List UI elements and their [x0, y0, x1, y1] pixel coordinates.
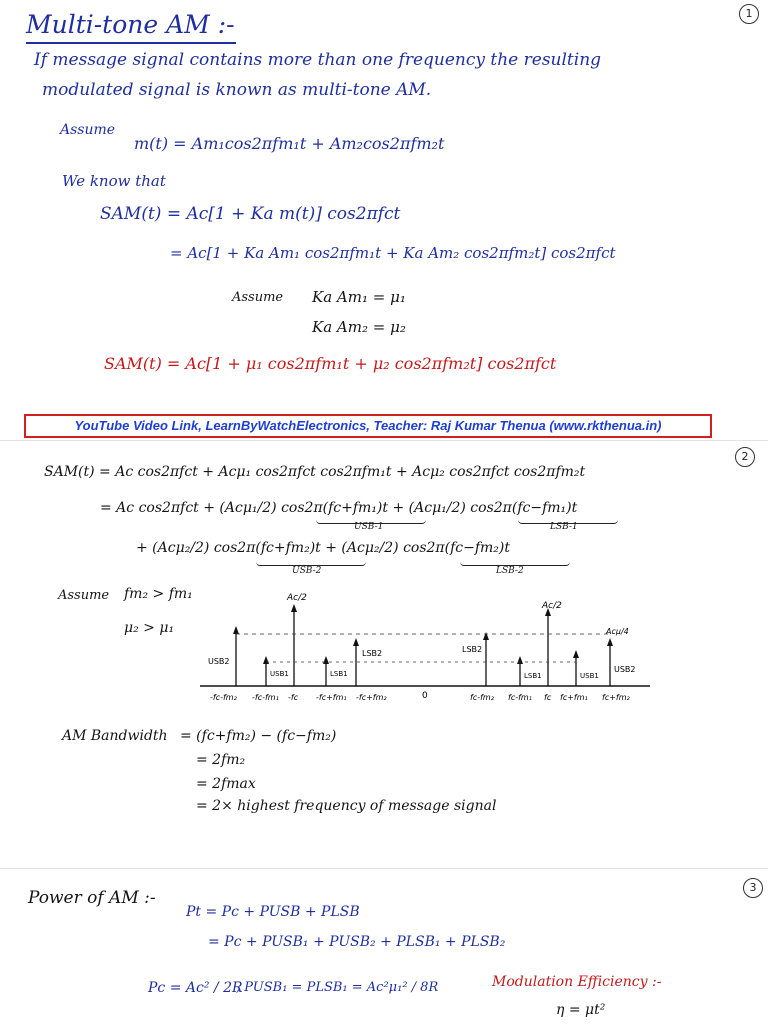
efficiency-title: Modulation Efficiency :- — [492, 974, 662, 990]
label-pos-usb1: USB1 — [580, 672, 599, 680]
expansion-eq-3: + (Acμ₂/2) cos2π(fc+fm₂)t + (Acμ₂/2) cos2π(fc−fm₂)t — [136, 540, 511, 556]
we-know-label: We know that — [62, 172, 166, 190]
arrow-neg-lsb1 — [323, 656, 329, 664]
assume-label-1: Assume — [60, 122, 116, 138]
arrow-pos-lsb2 — [483, 632, 489, 640]
tick-pos-4: fc+fm₁ — [560, 693, 588, 702]
bandwidth-eq-1: = (fc+fm₂) − (fc−fm₂) — [180, 728, 337, 744]
arrow-pos-usb1 — [573, 650, 579, 658]
power-eq-1: Pt = Pc + PUSB + PLSB — [186, 904, 360, 920]
equation-sam-2: = Ac[1 + Ka Am₁ cos2πfm₁t + Ka Am₂ cos2πfm₂t] cos2πfct — [170, 244, 616, 262]
section1-title: Multi-tone AM :- — [26, 10, 235, 39]
label-neg-lsb2: LSB2 — [362, 649, 383, 658]
arrow-neg-usb1 — [263, 656, 269, 664]
efficiency-eq: η = μt² — [556, 1002, 606, 1018]
tick-neg-1: -fc-fm₂ — [210, 693, 237, 702]
origin-label: 0 — [422, 691, 428, 701]
arrow-neg-lsb2 — [353, 638, 359, 646]
power-eq-2: = Pc + PUSB₁ + PUSB₂ + PLSB₁ + PLSB₂ — [208, 934, 506, 950]
label-pos-lsb2: LSB2 — [462, 645, 483, 654]
tick-neg-4: -fc+fm₁ — [316, 693, 347, 702]
sideband-power-eq: , PUSB₁ = PLSB₁ = Ac²μ₁² / 8R — [236, 980, 439, 995]
arrow-pos-lsb1 — [517, 656, 523, 664]
page-number-1: 1 — [739, 4, 759, 24]
label-neg-usb2: USB2 — [208, 657, 230, 666]
youtube-banner[interactable] — [24, 414, 712, 438]
section3-title: Power of AM :- — [28, 888, 156, 908]
lsb2-brace-label: LSB-2 — [496, 566, 524, 576]
lsb1-brace-label: LSB-1 — [550, 522, 578, 532]
bandwidth-eq-4: = 2× highest frequency of message signal — [196, 798, 497, 814]
assume-label-2: Assume — [232, 290, 284, 305]
equation-sam-3: SAM(t) = Ac[1 + μ₁ cos2πfm₁t + μ₂ cos2πfm₂t] cos2πfct — [104, 354, 557, 373]
title-underline — [26, 42, 236, 44]
usb1-brace — [316, 520, 426, 524]
usb1-brace-label: USB-1 — [354, 522, 384, 532]
page-number-3: 3 — [743, 878, 763, 898]
arrow-pos-usb2 — [607, 638, 613, 646]
tick-neg-5: -fc+fm₂ — [356, 693, 387, 702]
lsb1-brace — [518, 520, 618, 524]
label-neg-usb1: USB1 — [270, 670, 289, 678]
intro-line-1: If message signal contains more than one frequency the resulting — [34, 50, 602, 70]
arrow-neg-carrier — [291, 604, 297, 612]
page-number-2: 2 — [735, 447, 755, 467]
bandwidth-eq-2: = 2fm₂ — [196, 752, 246, 768]
tick-neg-2: -fc-fm₁ — [252, 693, 279, 702]
tick-neg-3: -fc — [288, 693, 299, 702]
label-neg-lsb1: LSB1 — [330, 670, 348, 678]
equation-mu2: Ka Am₂ = μ₂ — [312, 318, 406, 336]
side-label-pos: Acμ/4 — [606, 627, 629, 636]
usb2-brace-label: USB-2 — [292, 566, 322, 576]
carrier-power-eq: Pc = Ac² / 2R — [148, 980, 243, 996]
intro-line-2: modulated signal is known as multi-tone AM. — [42, 80, 432, 100]
bandwidth-eq-3: = 2fmax — [196, 776, 256, 792]
page-divider-1 — [0, 440, 768, 441]
label-pos-usb2: USB2 — [614, 665, 636, 674]
carrier-label-pos: Ac/2 — [542, 601, 562, 611]
label-pos-lsb1: LSB1 — [524, 672, 542, 680]
expansion-eq-2: = Ac cos2πfct + (Acμ₁/2) cos2π(fc+fm₁)t + (Acμ₁/2) cos2π(fc−fm₁)t — [100, 500, 578, 516]
expansion-eq-1: SAM(t) = Ac cos2πfct + Acμ₁ cos2πfct cos2πfm₁t + Acμ₂ cos2πfct cos2πfm₂t — [44, 464, 586, 480]
arrow-neg-usb2 — [233, 626, 239, 634]
assume-label-3: Assume — [58, 588, 110, 603]
tick-pos-3: fc — [544, 693, 552, 702]
equation-mu1: Ka Am₁ = μ₁ — [312, 288, 406, 306]
spectrum-diagram — [190, 590, 660, 710]
condition-mu: μ₂ > μ₁ — [124, 620, 175, 636]
bandwidth-label: AM Bandwidth — [62, 728, 168, 744]
tick-pos-1: fc-fm₂ — [470, 693, 494, 702]
tick-pos-5: fc+fm₂ — [602, 693, 630, 702]
carrier-label-neg: Ac/2 — [287, 593, 307, 603]
banner-text[interactable]: YouTube Video Link, LearnByWatchElectronics, Teacher: Raj Kumar Thenua (www.rkthenua.in) — [74, 418, 662, 433]
page-divider-2 — [0, 868, 768, 869]
equation-message-signal: m(t) = Am₁cos2πfm₁t + Am₂cos2πfm₂t — [134, 134, 445, 153]
equation-sam-1: SAM(t) = Ac[1 + Ka m(t)] cos2πfct — [100, 204, 401, 224]
condition-fm: fm₂ > fm₁ — [124, 586, 193, 602]
tick-pos-2: fc-fm₁ — [508, 693, 532, 702]
